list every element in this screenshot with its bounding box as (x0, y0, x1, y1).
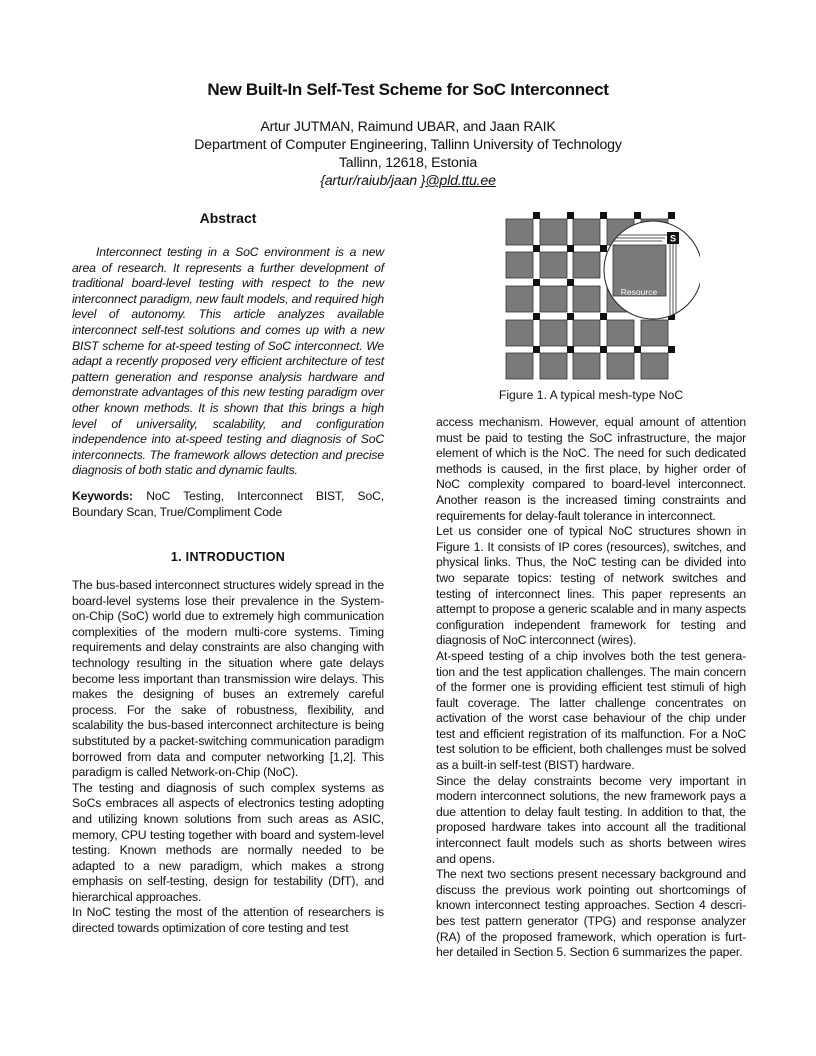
noc-mesh-diagram (500, 205, 700, 385)
email (0, 172, 816, 190)
paragraph: The next two sections present necessary background and discuss the previous work pointing out shortcomings of known interconnect testing approaches. Section 4 descri-bes test pattern generator (TPG) and response analyzer (RA) of the proposed framework, which operation is furt-her detailed in Section 5. Section 6 summarizes the paper. (436, 867, 746, 960)
keywords-text: NoC Testing, Interconnect BIST, SoC, Boundary Scan, True/Compliment Code (72, 489, 384, 519)
paragraph: In NoC testing the most of the attention of researchers is directed towards optimization of core testing and test (72, 905, 384, 936)
keywords-label: Keywords: (72, 489, 133, 503)
paragraph: Since the delay constraints become very important in modern interconnect solutions, the new framework pays a due attention to delay fault testing. In addition to that, the proposed hardware takes into account all the traditional interconnect fault models such as shorts between wires and opens. (436, 773, 746, 866)
email-prefix: {artur/raiub/jaan } (320, 173, 426, 189)
introduction-right-column (436, 415, 746, 961)
affiliation: Department of Computer Engineering, Tallinn University of Technology (194, 137, 622, 153)
resource-label: Resource (620, 287, 658, 297)
email-domain-link[interactable]: @pld.ttu.ee (425, 173, 496, 189)
address: Tallinn, 12618, Estonia (338, 155, 478, 171)
paragraph: At-speed testing of a chip involves both the test genera-tion and the test application challenges. The main concern of the former one is providing efficient test stimuli of high fault coverage. The latter challenge concentrates on activation of the worst case behaviour of the chip under test and efficient registration of its malfunction. For a NoC test solution to be efficient, both challenges must be solved as a built-in self-test (BIST) hardware. (436, 648, 746, 773)
paragraph: access mechanism. However, equal amount of attention must be paid to testing the SoC infrastructure, the major element of which is the NoC. The need for such dedicated methods is caused, in the first place, by higher order of NoC complexity compared to board-level interconnect. Another reason is the increased timing constraints and requirements for delay-fault tolerance in interconnect. (436, 415, 746, 523)
abstract-body (72, 245, 384, 479)
paper-title: New Built-In Self-Test Scheme for SoC Interconnect (207, 80, 609, 99)
section-heading-introduction: 1. INTRODUCTION (170, 550, 286, 564)
keywords (72, 489, 384, 520)
authors: Artur JUTMAN, Raimund UBAR, and Jaan RAIK (260, 119, 556, 135)
abstract-heading: Abstract (199, 210, 257, 226)
paragraph: The bus-based interconnect structures widely spread in the board-level systems lose their prevalence in the System-on-Chip (SoC) world due to extremely high communication complexities of the modern multi-core systems. Timing requirements and delay constraints are also changing with technology resulting in the situation where gate delays become less important than transmission wire delays. This makes the designing of buses an extremely careful process. For the sake of robustness, flexibility, and scalability the bus-based interconnect architecture is being substituted by a packet-switching communication paradigm borrowed from data and computer networking [1,2]. This paradigm is called Network-on-Chip (NoC). (72, 578, 384, 780)
author-block (0, 118, 816, 190)
switch-label: S (669, 233, 677, 244)
figure-caption: Figure 1. A typical mesh-type NoC (498, 388, 684, 402)
paragraph: Let us consider one of typical NoC structures shown in Figure 1. It consists of IP cores (resources), switches, and physical links. Thus, the NoC testing can be divided into two separate topics: testing of network switches and testing of interconnect lines. This paper represents an attempt to propose a generic scalable and in many aspects configuration independent framework for testing and diagnosis of NoC interconnect (wires). (436, 524, 746, 648)
paragraph: The testing and diagnosis of such complex systems as SoCs embraces all aspects of electronics testing adopting and utilizing known solutions from such areas as ASIC, memory, CPU testing together with board and system-level testing. Known methods are normally needed to be adapted to a new paradigm, which makes a strong emphasis on self-testing, design for testability (DfT), and hierarchical approaches. (72, 780, 384, 904)
introduction-left-column (72, 578, 384, 937)
figure-noc-mesh (500, 205, 700, 385)
abstract-text: Interconnect testing in a SoC environment is a new area of research. It represents a further development of traditional board-level testing with respect to the new interconnect paradigm, new fault models, and required high level of autonomy. This article analyzes available interconnect self-test solutions and comes up with a new BIST scheme for at-speed testing of SoC interconnect. We adapt a recently proposed very efficient architecture of test pattern generation and response analysis hardware and demonstrate advantages of this new testing paradigm over other known methods. It is shown that this brings a high level of universality, scalability, and configuration independence into at-speed testing and diagnosis of SoC interconnects. The framework allows detection and precise diagnosis of both static and dynamic faults. (72, 245, 384, 478)
